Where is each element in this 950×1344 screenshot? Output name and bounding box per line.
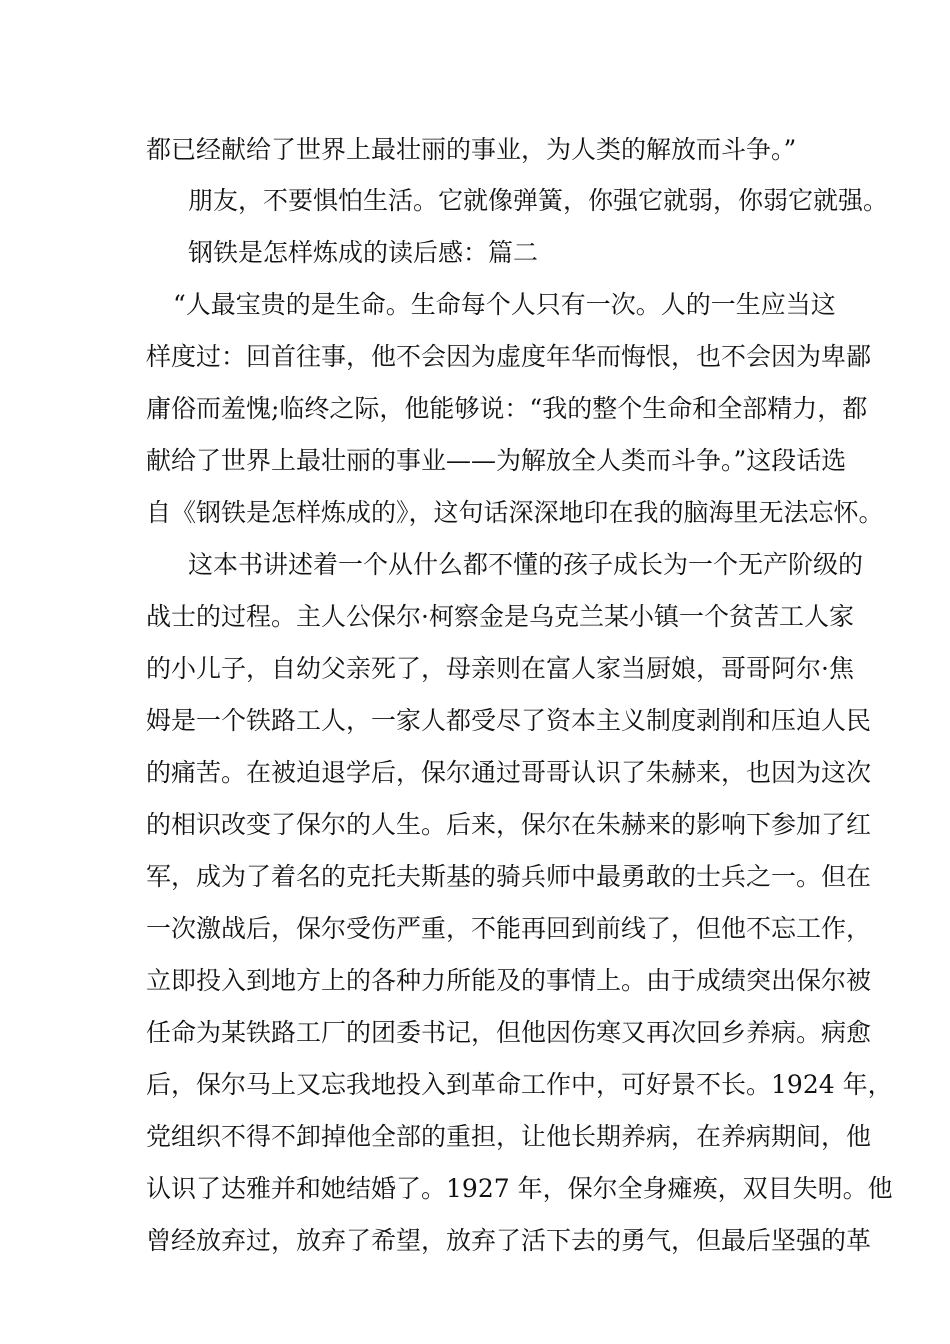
text-line: 一次激战后，保尔受伤严重，不能再回到前线了，但他不忘工作， bbox=[146, 914, 872, 943]
text-line: 姆是一个铁路工人，一家人都受尽了资本主义制度剥削和压迫人民 bbox=[146, 706, 872, 735]
text-line: 战士的过程。主人公保尔·柯察金是乌克兰某小镇一个贫苦工人家 bbox=[146, 602, 854, 631]
text-line: 军，成为了着名的克托夫斯基的骑兵师中最勇敢的士兵之一。但在 bbox=[146, 862, 872, 891]
text-line: 认识了达雅并和她结婚了。1927 年，保尔全身瘫痪，双目失明。他 bbox=[146, 1174, 893, 1203]
text-line: 后，保尔马上又忘我地投入到革命工作中，可好景不长。1924 年， bbox=[146, 1070, 893, 1099]
text-line: 庸俗而羞愧;临终之际，他能够说：“我的整个生命和全部精力，都 bbox=[146, 394, 868, 423]
section-heading: 钢铁是怎样炼成的读后感：篇二 bbox=[188, 238, 539, 267]
text-line: “人最宝贵的是生命。生命每个人只有一次。人的一生应当这 bbox=[173, 290, 836, 319]
text-line: 的小儿子，自幼父亲死了，母亲则在富人家当厨娘，哥哥阿尔·焦 bbox=[146, 654, 854, 683]
text-line: 自《钢铁是怎样炼成的》，这句话深深地印在我的脑海里无法忘怀。 bbox=[146, 498, 884, 527]
text-line: 任命为某铁路工厂的团委书记，但他因伤寒又再次回乡养病。病愈 bbox=[146, 1018, 872, 1047]
text-line: 献给了世界上最壮丽的事业——为解放全人类而斗争。”这段话选 bbox=[146, 446, 847, 475]
text-line: 立即投入到地方上的各种力所能及的事情上。由于成绩突出保尔被 bbox=[146, 966, 872, 995]
text-line: 这本书讲述着一个从什么都不懂的孩子成长为一个无产阶级的 bbox=[188, 550, 864, 579]
text-line: 都已经献给了世界上最壮丽的事业，为人类的解放而斗争。” bbox=[146, 135, 797, 164]
text-line: 朋友，不要惧怕生活。它就像弹簧，你强它就弱，你弱它就强。 bbox=[188, 186, 889, 215]
text-line: 的相识改变了保尔的人生。后来，保尔在朱赫来的影响下参加了红 bbox=[146, 810, 872, 839]
text-line: 的痛苦。在被迫退学后，保尔通过哥哥认识了朱赫来，也因为这次 bbox=[146, 758, 872, 787]
text-line: 曾经放弃过，放弃了希望，放弃了活下去的勇气，但最后坚强的革 bbox=[146, 1226, 872, 1255]
text-line: 样度过：回首往事，他不会因为虚度年华而悔恨，也不会因为卑鄙 bbox=[146, 342, 872, 371]
text-line: 党组织不得不卸掉他全部的重担，让他长期养病，在养病期间，他 bbox=[146, 1122, 872, 1151]
